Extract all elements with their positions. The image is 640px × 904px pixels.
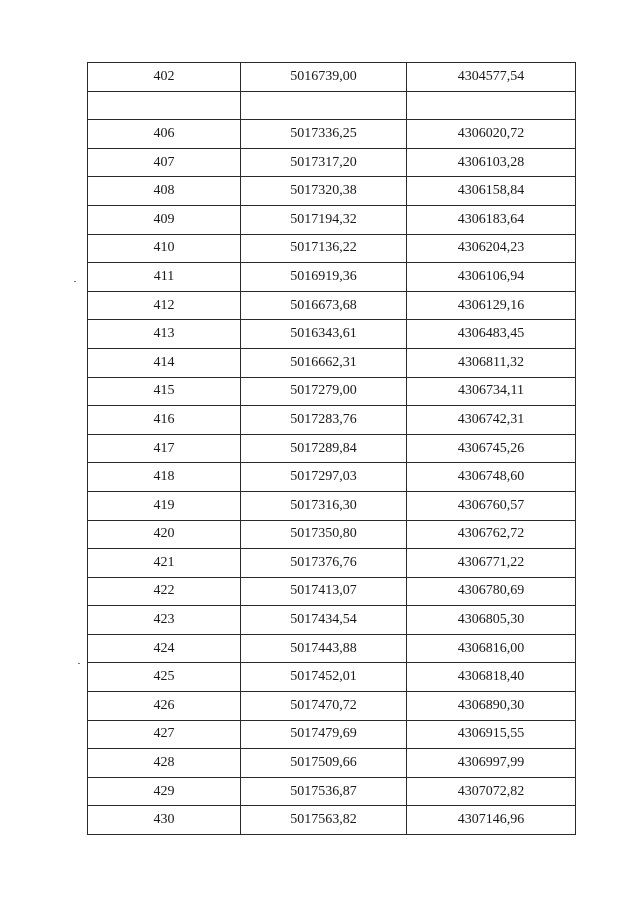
table-row: [88, 148, 576, 177]
x-coordinate-cell: 5016739,00: [241, 63, 407, 92]
point-number-cell: 418: [88, 463, 241, 492]
y-coordinate-cell: 4306760,57: [407, 491, 576, 520]
x-coordinate-cell: 5017316,30: [241, 491, 407, 520]
x-coordinate-cell: 5017136,22: [241, 234, 407, 263]
x-coordinate-cell: 5017479,69: [241, 720, 407, 749]
y-coordinate-cell: 4306780,69: [407, 577, 576, 606]
y-coordinate-cell: 4306742,31: [407, 406, 576, 435]
y-coordinate-cell: 4306816,00: [407, 634, 576, 663]
point-number-cell: 414: [88, 348, 241, 377]
x-coordinate-cell: 5017452,01: [241, 663, 407, 692]
x-coordinate-cell: 5016919,36: [241, 263, 407, 292]
table-row: [88, 434, 576, 463]
table-row: [88, 377, 576, 406]
y-coordinate-cell: 4306103,28: [407, 148, 576, 177]
point-number-cell: 427: [88, 720, 241, 749]
table-row: [88, 663, 576, 692]
y-coordinate-cell: 4306811,32: [407, 348, 576, 377]
table-row: [88, 720, 576, 749]
table-row: [88, 749, 576, 778]
point-number-cell: 402: [88, 63, 241, 92]
x-coordinate-cell: 5017376,76: [241, 549, 407, 578]
point-number-cell: 421: [88, 549, 241, 578]
x-coordinate-cell: 5017470,72: [241, 692, 407, 721]
table-row: [88, 634, 576, 663]
x-coordinate-cell: 5017509,66: [241, 749, 407, 778]
coordinates-table-body: [88, 63, 576, 835]
table-row: [88, 491, 576, 520]
y-coordinate-cell: 4306734,11: [407, 377, 576, 406]
x-coordinate-cell: 5016662,31: [241, 348, 407, 377]
point-number-cell: 420: [88, 520, 241, 549]
point-number-cell: [88, 91, 241, 120]
point-number-cell: 411: [88, 263, 241, 292]
table-row: [88, 577, 576, 606]
x-coordinate-cell: 5017283,76: [241, 406, 407, 435]
y-coordinate-cell: 4306890,30: [407, 692, 576, 721]
table-row: [88, 806, 576, 835]
x-coordinate-cell: 5016343,61: [241, 320, 407, 349]
x-coordinate-cell: 5017317,20: [241, 148, 407, 177]
y-coordinate-cell: 4306204,23: [407, 234, 576, 263]
table-row: [88, 120, 576, 149]
y-coordinate-cell: 4306762,72: [407, 520, 576, 549]
point-number-cell: 409: [88, 205, 241, 234]
y-coordinate-cell: 4306997,99: [407, 749, 576, 778]
point-number-cell: 423: [88, 606, 241, 635]
x-coordinate-cell: 5017443,88: [241, 634, 407, 663]
y-coordinate-cell: 4307146,96: [407, 806, 576, 835]
x-coordinate-cell: 5017297,03: [241, 463, 407, 492]
y-coordinate-cell: 4304577,54: [407, 63, 576, 92]
table-row: [88, 63, 576, 92]
y-coordinate-cell: 4306183,64: [407, 205, 576, 234]
x-coordinate-cell: 5017320,38: [241, 177, 407, 206]
table-row: [88, 263, 576, 292]
y-coordinate-cell: 4306745,26: [407, 434, 576, 463]
point-number-cell: 430: [88, 806, 241, 835]
point-number-cell: 415: [88, 377, 241, 406]
table-row: [88, 777, 576, 806]
x-coordinate-cell: 5017350,80: [241, 520, 407, 549]
y-coordinate-cell: 4306748,60: [407, 463, 576, 492]
table-row: [88, 91, 576, 120]
point-number-cell: 424: [88, 634, 241, 663]
table-row: [88, 549, 576, 578]
y-coordinate-cell: 4306129,16: [407, 291, 576, 320]
table-row: [88, 463, 576, 492]
table-row: [88, 320, 576, 349]
point-number-cell: 417: [88, 434, 241, 463]
y-coordinate-cell: 4306158,84: [407, 177, 576, 206]
point-number-cell: 406: [88, 120, 241, 149]
point-number-cell: 429: [88, 777, 241, 806]
y-coordinate-cell: 4306818,40: [407, 663, 576, 692]
point-number-cell: 407: [88, 148, 241, 177]
table-row: [88, 234, 576, 263]
x-coordinate-cell: 5017413,07: [241, 577, 407, 606]
table-row: [88, 520, 576, 549]
y-coordinate-cell: 4306483,45: [407, 320, 576, 349]
point-number-cell: 412: [88, 291, 241, 320]
y-coordinate-cell: [407, 91, 576, 120]
coordinates-table: [87, 62, 576, 835]
y-coordinate-cell: 4306020,72: [407, 120, 576, 149]
y-coordinate-cell: 4306771,22: [407, 549, 576, 578]
point-number-cell: 416: [88, 406, 241, 435]
point-number-cell: 410: [88, 234, 241, 263]
table-row: [88, 177, 576, 206]
point-number-cell: 408: [88, 177, 241, 206]
y-coordinate-cell: 4306915,55: [407, 720, 576, 749]
scan-speck: [78, 663, 80, 664]
table-row: [88, 692, 576, 721]
table-row: [88, 205, 576, 234]
y-coordinate-cell: 4306106,94: [407, 263, 576, 292]
table-row: [88, 406, 576, 435]
point-number-cell: 428: [88, 749, 241, 778]
table-row: [88, 606, 576, 635]
table-row: [88, 291, 576, 320]
x-coordinate-cell: 5017336,25: [241, 120, 407, 149]
table-row: [88, 348, 576, 377]
x-coordinate-cell: 5017279,00: [241, 377, 407, 406]
point-number-cell: 426: [88, 692, 241, 721]
x-coordinate-cell: 5017563,82: [241, 806, 407, 835]
y-coordinate-cell: 4306805,30: [407, 606, 576, 635]
x-coordinate-cell: 5017289,84: [241, 434, 407, 463]
point-number-cell: 419: [88, 491, 241, 520]
x-coordinate-cell: [241, 91, 407, 120]
x-coordinate-cell: 5017536,87: [241, 777, 407, 806]
point-number-cell: 413: [88, 320, 241, 349]
scan-speck: [74, 281, 76, 282]
x-coordinate-cell: 5017194,32: [241, 205, 407, 234]
y-coordinate-cell: 4307072,82: [407, 777, 576, 806]
point-number-cell: 422: [88, 577, 241, 606]
x-coordinate-cell: 5017434,54: [241, 606, 407, 635]
x-coordinate-cell: 5016673,68: [241, 291, 407, 320]
point-number-cell: 425: [88, 663, 241, 692]
